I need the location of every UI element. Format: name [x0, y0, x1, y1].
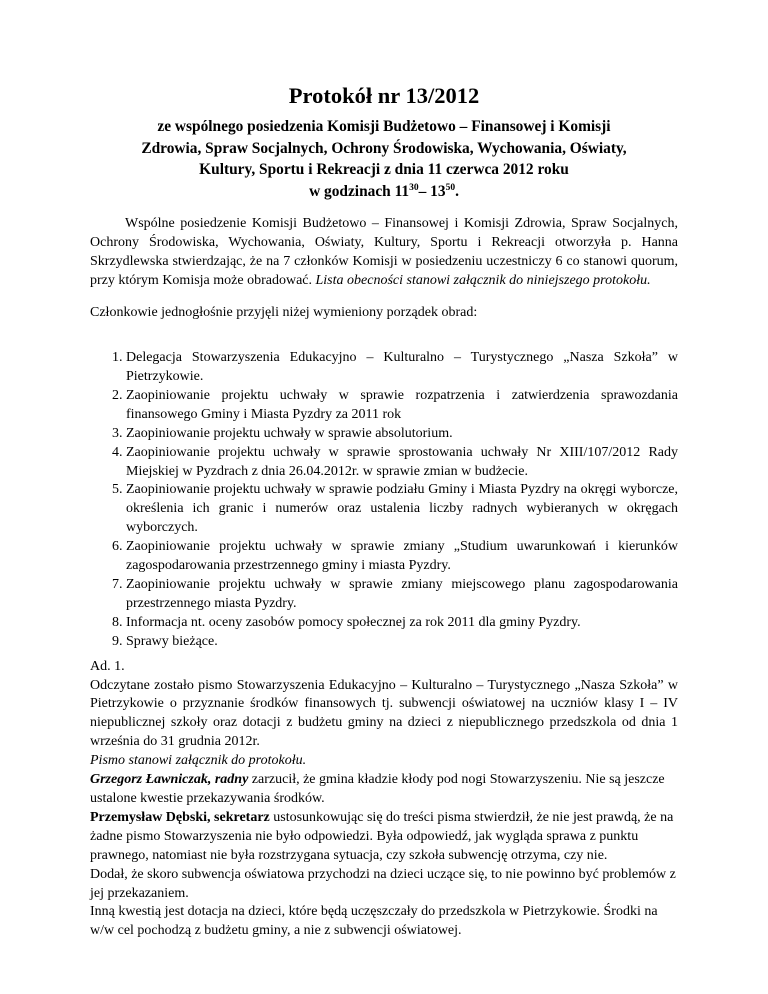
subtitle-line: Zdrowia, Spraw Socjalnych, Ochrony Środowiska, Wychowania, Oświaty, [141, 139, 627, 157]
ad1-speaker1-paragraph [90, 771, 678, 809]
hours-start-minutes: 30 [409, 182, 419, 193]
ad1-letter-text: Odczytane zostało pismo Stowarzyszenia Edukacyjno – Kulturalno – Turystycznego „Nasza Szkoła” w Pietrzykowie o przyznanie środków finansowych tj. subwencji oświatowej na uczniów klasy I – IV niepublicznej szkoły oraz dotacji z budżetu gminy na dzieci z niepublicznego przedszkola od dnia 1 września do 31 grudnia 2012r. [90, 677, 678, 750]
hours-end-minutes: 50 [445, 182, 456, 193]
subtitle-line: ze wspólnego posiedzenia Komisji Budżetowo – Finansowej i Komisji [157, 118, 611, 136]
hours-suffix: . [455, 182, 459, 200]
attendance-note: Lista obecności stanowi załącznik do niniejszego protokołu. [315, 273, 651, 289]
document-title: Protokół nr 13/2012 [288, 83, 480, 108]
ad1-added-paragraph: Dodał, że skoro subwencja oświatowa przychodzi na dzieci uczące się, to nie powinno być problemów z jej przekazaniem. [90, 866, 676, 901]
subtitle-line: Kultury, Sportu i Rekreacji z dnia 11 czerwca 2012 roku [199, 161, 569, 179]
intro-text: Wspólne posiedzenie Komisji Budżetowo – Finansowej i Komisji Zdrowia, Spraw Socjalnych, Ochrony Środowiska, Wychowania, Oświaty, Kultury, Sportu i Rekreacji otworzyła p. Hanna Skrzydlewska stwierdzając, że na 7 członków Komisji w posiedzeniu uczestniczy 6 co stanowi quorum, przy którym Komisja może obradować. [90, 216, 678, 289]
document-subtitle [78, 116, 690, 202]
agenda-item: 3. Zaopiniowanie projektu uchwały w sprawie absolutorium. [126, 425, 678, 444]
agenda-intro: Członkowie jednogłośnie przyjęli niżej wymieniony porządek obrad: [90, 305, 478, 321]
hours-dash: – 13 [418, 182, 446, 200]
ad1-other-paragraph: Inną kwestią jest dotacja na dzieci, które będą uczęszczały do przedszkola w Pietrzykowie. Środki na w/w cel pochodzą z budżetu gminy, a nie z subwencji oświatowej. [90, 904, 658, 939]
document-page [90, 82, 678, 941]
agenda-item: 4. Zaopiniowanie projektu uchwały w sprawie sprostowania uchwały Nr XIII/107/2012 Rady Miejskiej w Pyzdrach z dnia 26.04.2012r. w sprawie zmian w budżecie. [126, 444, 678, 482]
agenda-item: 1. Delegacja Stowarzyszenia Edukacyjno – Kulturalno – Turystycznego „Nasza Szkoła” w Pietrzykowie. [126, 349, 678, 387]
speaker1-text: zarzucił, że gmina kładzie kłody pod nogi Stowarzyszeniu. Nie są jeszcze ustalone kwestie przekazywania środków. [90, 772, 665, 806]
agenda-item: 5. Zaopiniowanie projektu uchwały w sprawie podziału Gminy i Miasta Pyzdry na okręgi wyborcze, określenia ich granic i numerów oraz ustalenia liczby radnych wybieranych w okręgach wyborczych. [126, 481, 678, 538]
ad1-section [90, 658, 678, 942]
agenda-item: 7. Zaopiniowanie projektu uchwały w sprawie zmiany miejscowego planu zagospodarowania przestrzennego miasta Pyzdry. [126, 576, 678, 614]
ad1-heading: Ad. 1. [90, 658, 125, 674]
ad1-speaker2-paragraph [90, 809, 678, 866]
intro-paragraph [90, 214, 678, 290]
agenda-list [90, 349, 678, 652]
hours-prefix: w godzinach 11 [309, 182, 410, 200]
speaker1-name: Grzegorz Ławniczak, radny [90, 772, 249, 788]
agenda-item: 9. Sprawy bieżące. [126, 633, 678, 652]
agenda-item: 8. Informacja nt. oceny zasobów pomocy społecznej za rok 2011 dla gminy Pyzdry. [126, 614, 678, 633]
ad1-attachment-note: Pismo stanowi załącznik do protokołu. [90, 753, 307, 769]
agenda-item: 2. Zaopiniowanie projektu uchwały w sprawie rozpatrzenia i zatwierdzenia sprawozdania finansowego Gminy i Miasta Pyzdry za 2011 rok [126, 387, 678, 425]
speaker2-name: Przemysław Dębski, sekretarz [90, 809, 270, 825]
meeting-hours [78, 181, 690, 203]
speaker2-text: ustosunkowując się do treści pisma stwierdził, że nie jest prawdą, że na żadne pismo Stowarzyszenia nie było odpowiedzi. Była odpowiedź, jak wygląda sprawa z punktu prawnego, natomiast nie była rozstrzygana sytuacja, czy szkoła subwencję otrzyma, czy nie. [90, 809, 674, 863]
agenda-item: 6. Zaopiniowanie projektu uchwały w sprawie zmiany „Studium uwarunkowań i kierunków zagospodarowania przestrzennego gminy i miasta Pyzdry. [126, 538, 678, 576]
